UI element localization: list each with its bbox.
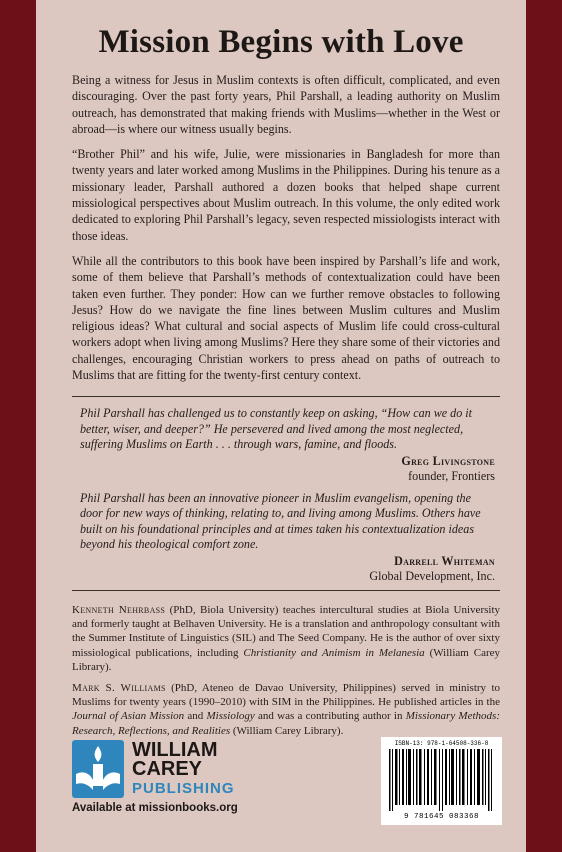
endorser-role-1: founder, Frontiers [408,469,495,483]
book-title: Mission Begins with Love [98,24,464,60]
bio-1-end: (William Carey Library). [72,646,500,673]
publisher-website: Available at missionbooks.org [72,802,238,814]
description-paragraph-1: Being a witness for Jesus in Muslim contexts is often difficult, complicated, and even discouraging. Over the past forty years, Phil Parshall, a leading authority on Muslim outreach, has demonstrated that making friends with Muslims—whether in the West or abroad—is where our witness usually begins. [72,73,500,136]
bio-2-book: Missionary Methods: Research, Reflections, and Realities [72,710,500,737]
endorser-name-1: Greg Livingstone [401,453,495,468]
endorsement-quote-1: Phil Parshall has challenged us to constantly keep on asking, “How can we do it better, wiser, and deeper?” He persevered and lived among the most neglected, suffering Muslims on Earth . . . through wars, famine, and floods. [80,406,472,451]
publisher-name [132,741,218,779]
publisher-name-line-2: CAREY [132,758,203,780]
publisher-name-line-1: WILLIAM [132,739,218,761]
bio-2-name: Mark S. Williams [72,682,166,695]
bio-2-end: (William Carey Library). [230,724,344,737]
bio-2-mid: and was a contributing author in [254,710,406,723]
bio-2-and: and [184,710,207,723]
endorsement-signature-2 [80,554,495,585]
description [72,72,500,392]
endorsement-signature-1 [80,454,495,485]
endorser-name-2: Darrell Whiteman [394,553,495,568]
publisher-name-line-3: PUBLISHING [132,780,235,797]
bio-2-journal-2: Missiology [206,710,255,723]
description-paragraph-3: While all the contributors to this book have been inspired by Parshall’s life and work, some of them believe that Parshall’s methods of contextualization could have been taken even further. They ponder: How can we further remove obstacles to following Jesus? How do we navigate the fine lines between Muslim cultures and Muslim religious ideas? What cultural and social aspects of Muslim life could cross-cultural workers adopt when living among Muslims? Here they share some of their victories and challenges, encouraging Christian workers to press ahead on paths of outreach to Muslims that are fitting for the twenty-first century context. [72,253,500,383]
bio-1-name: Kenneth Nehrbass [72,604,166,616]
endorsements [80,406,495,591]
bio-2 [72,681,500,738]
publisher-logo [72,740,302,822]
isbn-barcode [381,737,502,825]
back-cover [36,0,526,852]
bio-1 [72,603,500,674]
author-bios [72,603,500,745]
isbn-label: ISBN-13: 978-1-64508-336-8 [394,740,489,747]
barcode-digits: 9 781645 083368 [403,813,479,821]
divider-top [72,396,500,397]
endorsement-quote-2: Phil Parshall has been an innovative pioneer in Muslim evangelism, opening the door for new ways of thinking, relating to, and living among Muslims. Others have built on his foundational principles and at times taken his contextualization ideas beyond his theological comfort zone. [80,490,481,551]
bio-2-text: (PhD, Ateneo de Davao University, Philippines) served in ministry to Muslims for twenty years (1990–2010) with SIM in the Philippines. He published articles in the [72,682,500,709]
endorser-role-2: Global Development, Inc. [369,569,495,583]
bio-1-text: (PhD, Biola University) teaches intercultural studies at Biola University and formerly taught at Belhaven University. He is a translation and anthropology consultant with the Summer Institute of Linguistics (SIL) and The Seed Company. He is the author of over sixty missiological publications, including [72,604,500,659]
bio-2-journal-1: Journal of Asian Mission [72,710,185,723]
barcode-bars [387,749,497,811]
divider-bottom [72,590,500,591]
description-paragraph-2: “Brother Phil” and his wife, Julie, were missionaries in Bangladesh for more than twenty years and later worked among Muslims in the Philippines. During his tenure as a missionary leader, Parshall authored a dozen books that helped shape current missiological perspectives about Muslim outreach. In this volume, the only edited work dedicated to exploring Phil Parshall’s legacy, seven respected missiologists interact with those ideas. [72,147,500,243]
candle-icon [72,740,124,798]
bio-1-book: Christianity and Animism in Melanesia [243,646,425,659]
